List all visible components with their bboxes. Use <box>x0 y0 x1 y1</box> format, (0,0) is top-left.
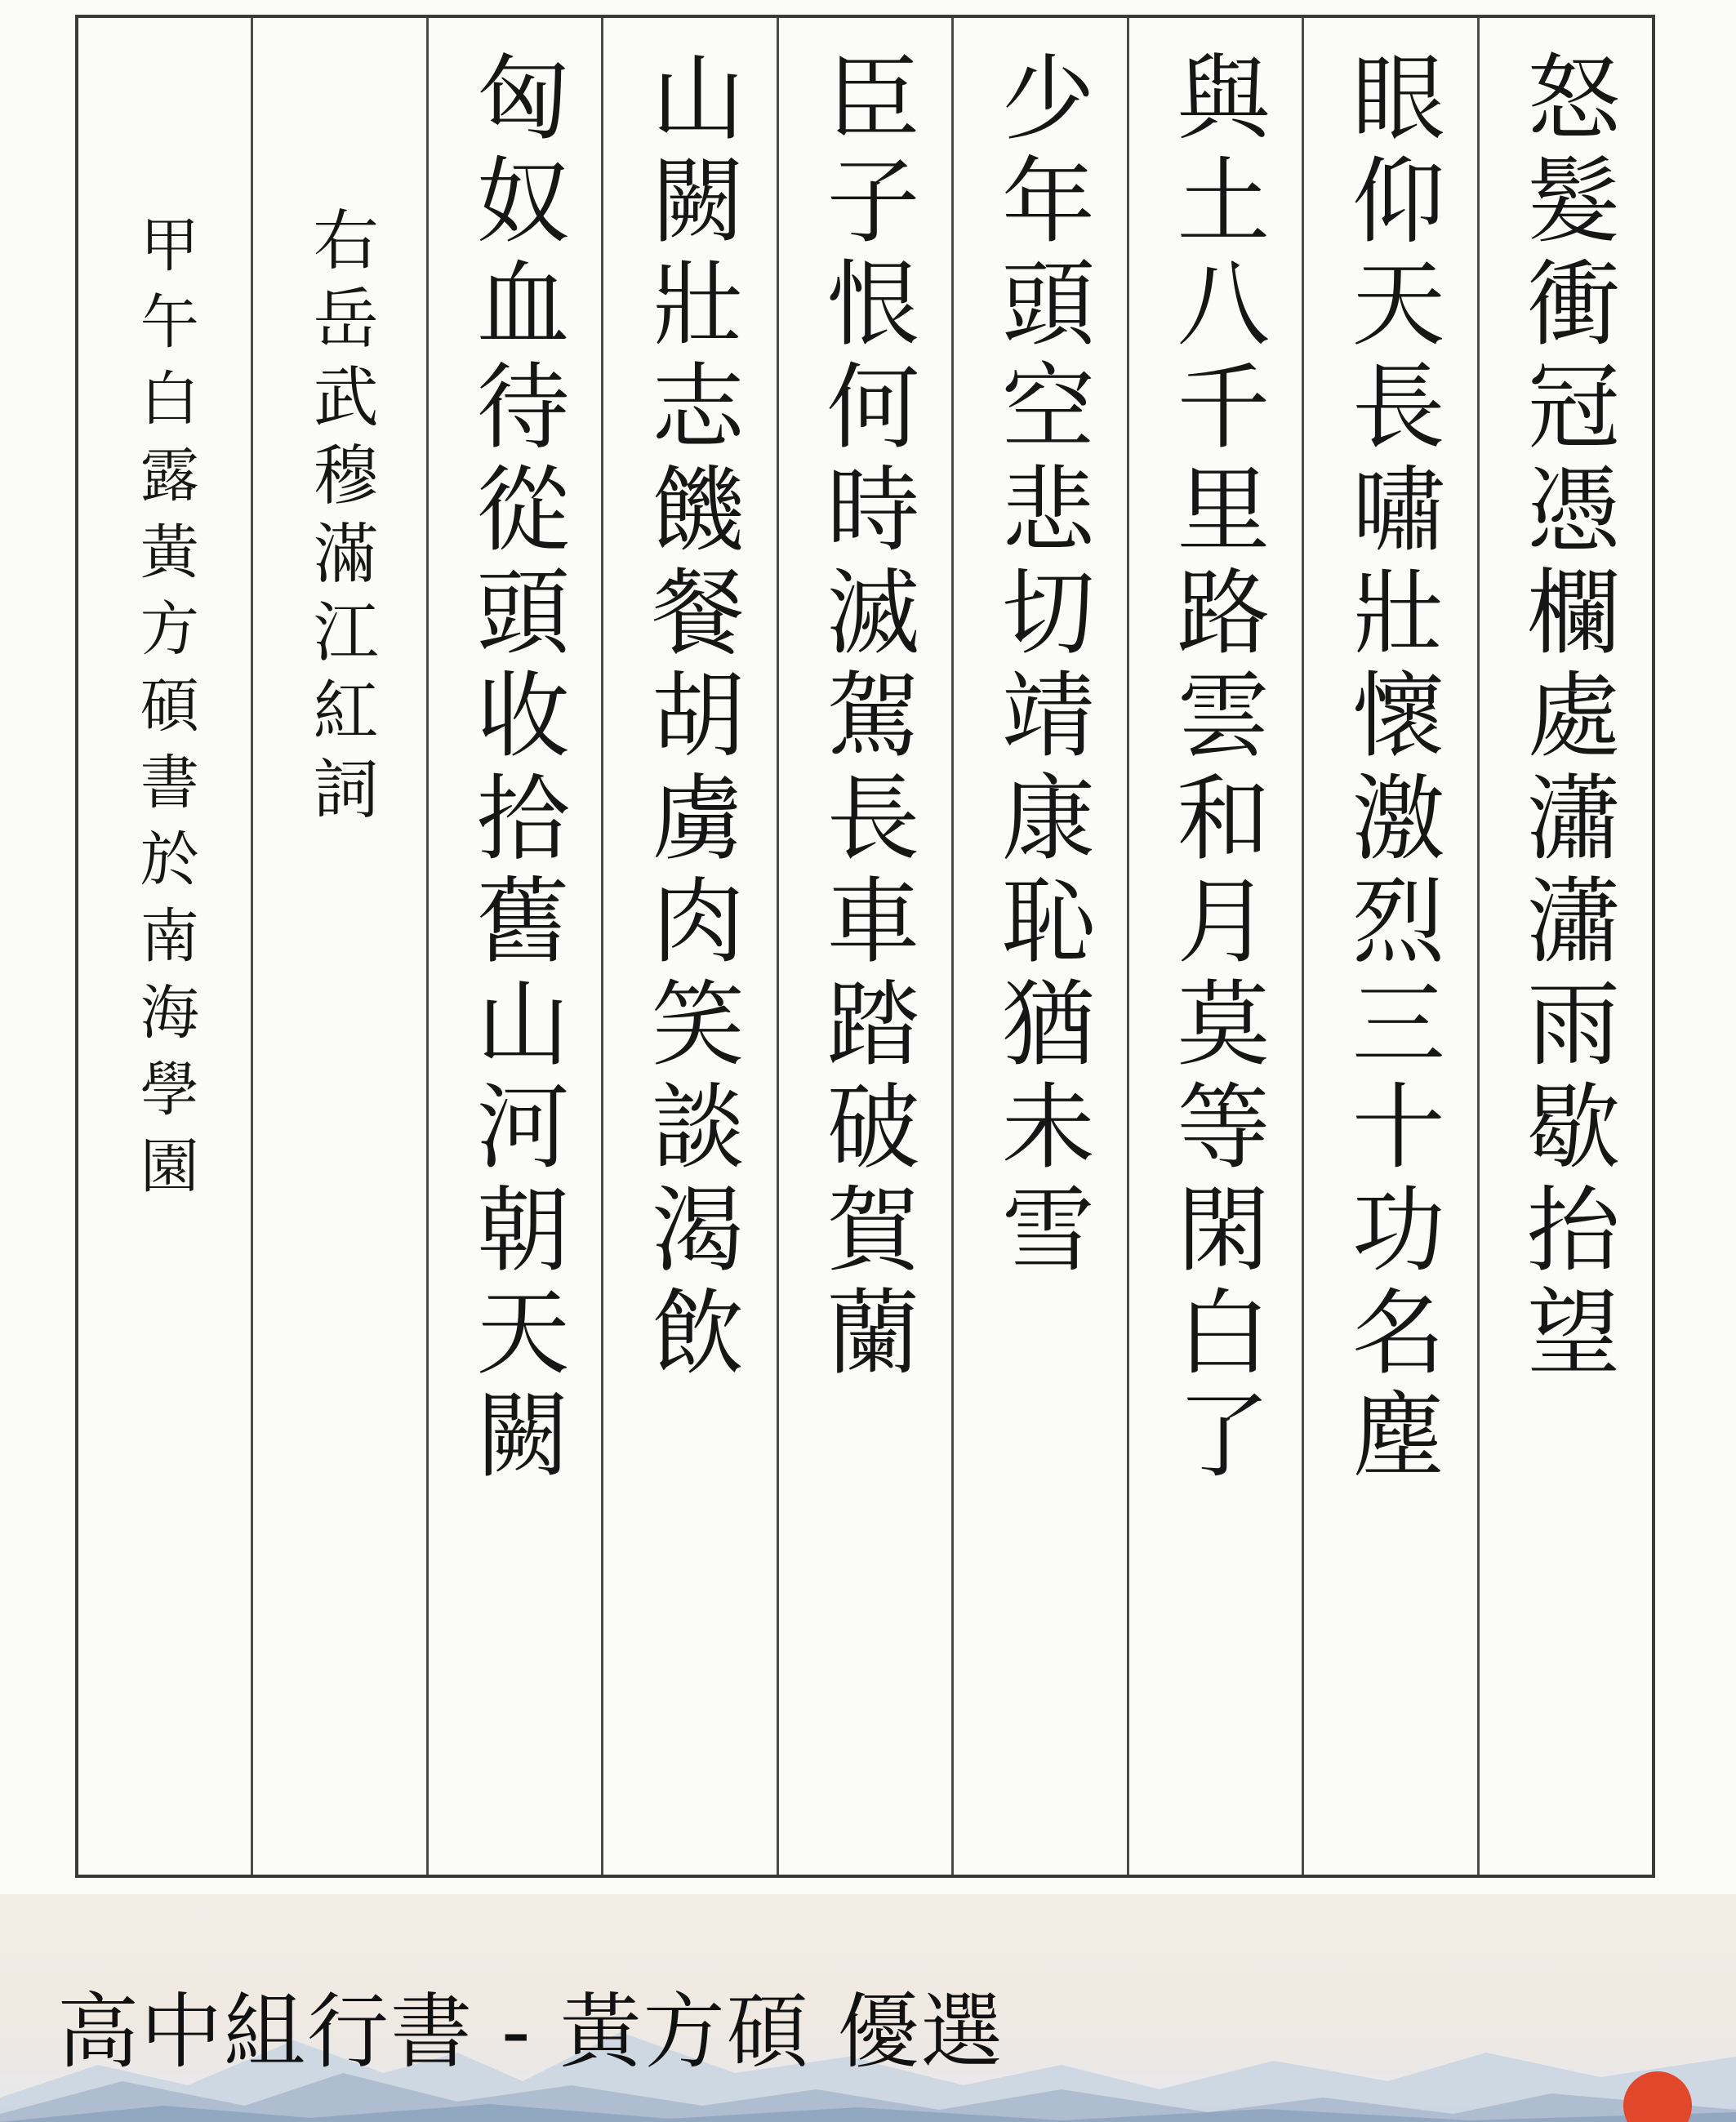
signature-text: 右岳武穆滿江紅詞 <box>302 206 379 833</box>
column-attribution <box>78 18 253 1875</box>
verse-text: 怒髮衝冠憑欄處瀟瀟雨歇抬望 <box>1511 49 1621 1386</box>
writing-grid <box>75 15 1655 1878</box>
verse-column <box>1129 18 1304 1875</box>
verse-text: 山闕壯志饑餐胡虜肉笑談渴飲 <box>636 49 746 1386</box>
verse-text: 少年頭空悲切靖康恥猶未雪 <box>986 49 1095 1283</box>
attribution-text: 甲午白露黃方碩書於南海學園 <box>130 214 199 1212</box>
verse-column <box>429 18 603 1875</box>
caption-title: 高中組行書 - 黃方碩 優選 <box>57 1984 1004 2080</box>
verse-column <box>779 18 954 1875</box>
verse-text: 眼仰天長嘯壯懷激烈三十功名塵 <box>1336 49 1445 1489</box>
verse-column <box>603 18 778 1875</box>
verse-column <box>1304 18 1479 1875</box>
verse-text: 與土八千里路雲和月莫等閑白了 <box>1161 49 1271 1489</box>
verse-column <box>1480 18 1652 1875</box>
verse-column <box>954 18 1128 1875</box>
verse-text: 匈奴血待從頭收拾舊山河朝天闕 <box>461 49 570 1489</box>
caption-band <box>0 1894 1736 2122</box>
column-signature <box>253 18 428 1875</box>
verse-text: 臣子恨何時滅駕長車踏破賀蘭 <box>811 49 920 1386</box>
